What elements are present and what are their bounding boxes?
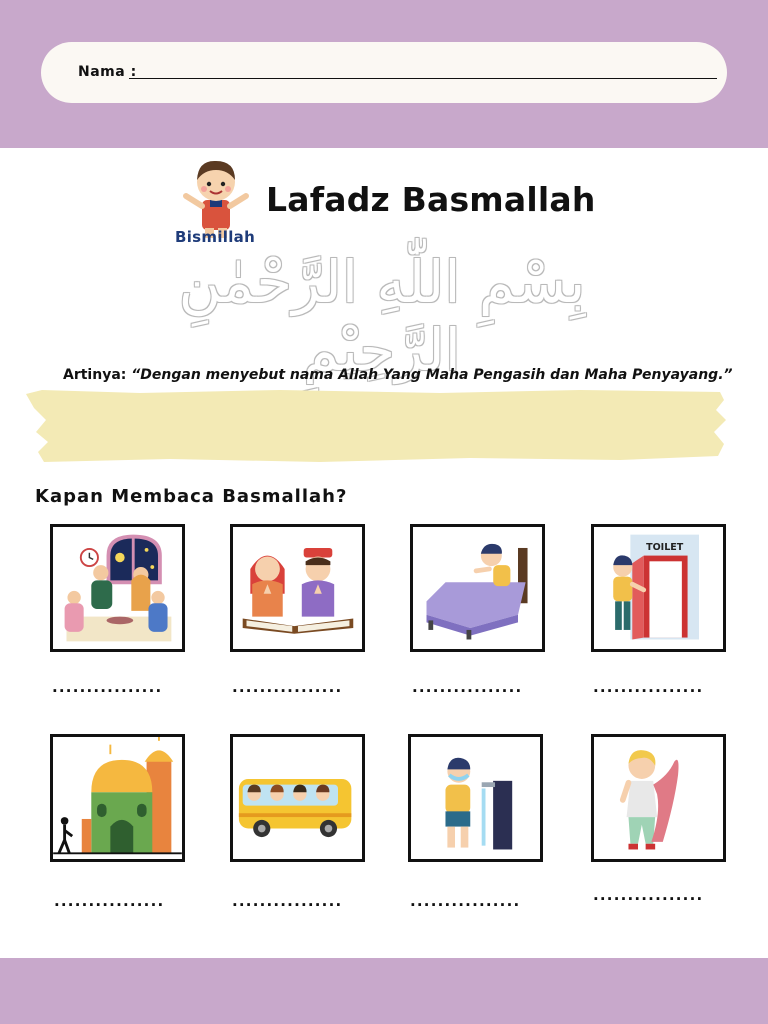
school-bus-icon — [233, 737, 362, 859]
answer-blank-4[interactable]: ................ — [593, 678, 704, 696]
toilet-sign-label: TOILET — [646, 541, 684, 553]
card-bus-travel — [230, 734, 365, 862]
bottom-band — [0, 958, 768, 1024]
name-label: Nama : — [78, 64, 137, 80]
card-dressing — [591, 734, 726, 862]
answer-blank-2[interactable]: ................ — [232, 678, 343, 696]
mascot-caption: Bismillah — [175, 228, 256, 246]
card-waking-up — [410, 524, 545, 652]
name-answer-line[interactable] — [129, 78, 717, 79]
card-eating — [50, 524, 185, 652]
card-ablution — [408, 734, 543, 862]
meaning-label: Artinya: — [63, 367, 127, 383]
answer-blank-8[interactable]: ................ — [593, 886, 704, 904]
mosque-icon — [53, 737, 182, 859]
children-praying-icon — [233, 527, 362, 649]
child-dressing-icon — [594, 737, 723, 859]
answer-blank-7[interactable]: ................ — [410, 892, 521, 910]
toilet-door-icon — [594, 527, 723, 649]
meaning-text: “Dengan menyebut nama Allah Yang Maha Pengasih dan Maha Penyayang.” — [131, 367, 733, 383]
answer-blank-5[interactable]: ................ — [54, 892, 165, 910]
meaning-line — [63, 367, 733, 383]
answer-blank-1[interactable]: ................ — [52, 678, 163, 696]
child-ablution-icon — [411, 737, 540, 859]
question-heading: Kapan Membaca Basmallah? — [35, 486, 348, 507]
writing-area-brush[interactable] — [20, 388, 728, 464]
page-title: Lafadz Basmallah — [266, 180, 596, 219]
answer-blank-6[interactable]: ................ — [232, 892, 343, 910]
child-waking-up-icon — [413, 527, 542, 649]
answer-blank-3[interactable]: ................ — [412, 678, 523, 696]
card-toilet — [591, 524, 726, 652]
card-mosque — [50, 734, 185, 862]
family-eating-icon — [53, 527, 182, 649]
name-field-pill — [41, 42, 727, 103]
arabic-tracing-text: بِسْمِ اللّٰهِ الرَّحْمٰنِ الرَّحِيْمِ — [178, 248, 586, 384]
card-reading-quran — [230, 524, 365, 652]
